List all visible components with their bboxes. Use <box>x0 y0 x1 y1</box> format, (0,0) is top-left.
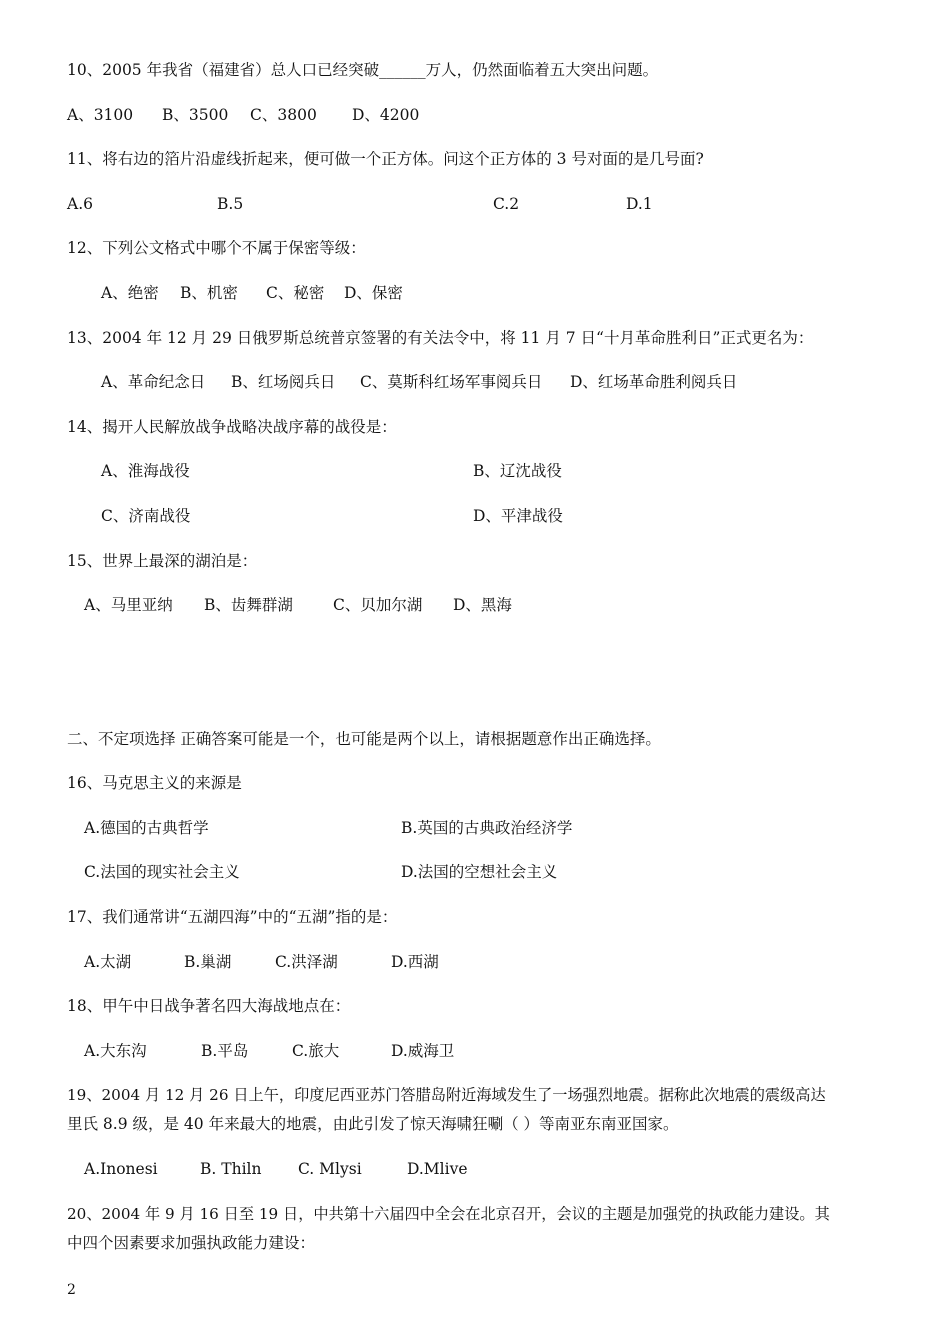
question-16-option-b: B.英国的古典政治经济学 <box>401 819 573 837</box>
question-12-option-c: C、秘密 <box>266 284 325 302</box>
question-20-stem-line-2: 中四个因素要求加强执政能力建设： <box>67 1234 316 1252</box>
question-14-option-c: C、济南战役 <box>101 507 191 525</box>
question-15-option-a: A、马里亚纳 <box>84 596 173 614</box>
question-13-stem: 13、2004 年 12 月 29 日俄罗斯总统普京签署的有关法令中，将 11 月 7 日“十月革命胜利日”正式更名为： <box>67 329 814 347</box>
question-11-stem: 11、将右边的箔片沿虚线折起来，便可做一个正方体。问这个正方体的 3 号对面的是几号面? <box>67 150 704 168</box>
question-18-option-c: C.旅大 <box>292 1042 340 1060</box>
question-11-option-d: D.1 <box>626 195 653 213</box>
question-10-option-b: B、3500 <box>162 106 229 124</box>
question-15-option-b: B、齿舞群湖 <box>204 596 293 614</box>
question-18-stem: 18、甲午中日战争著名四大海战地点在： <box>67 997 351 1015</box>
question-18-option-b: B.平岛 <box>201 1042 249 1060</box>
question-10-option-d: D、4200 <box>352 106 420 124</box>
question-18-option-d: D.威海卫 <box>391 1042 455 1060</box>
question-13-option-b: B、红场阅兵日 <box>231 373 336 391</box>
question-10-stem: 10、2005 年我省（福建省）总人口已经突破______万人，仍然面临着五大突出问题。 <box>67 61 659 79</box>
question-13-option-d: D、红场革命胜利阅兵日 <box>570 373 738 391</box>
question-19-stem-line-1: 19、2004 月 12 月 26 日上午，印度尼西亚苏门答腊岛附近海域发生了一场强烈地震。据称此次地震的震级高达 <box>67 1086 826 1104</box>
question-17-option-a: A.太湖 <box>84 953 132 971</box>
question-12-stem: 12、下列公文格式中哪个不属于保密等级： <box>67 239 366 257</box>
page-number: 2 <box>67 1282 76 1298</box>
question-19-option-a: A.Inonesi <box>84 1160 158 1178</box>
question-14-option-a: A、淮海战役 <box>101 462 190 480</box>
question-19-option-c: C. Mlysi <box>298 1160 362 1178</box>
question-11-option-c: C.2 <box>493 195 520 213</box>
question-11-option-b: B.5 <box>217 195 244 213</box>
question-12-option-d: D、保密 <box>344 284 403 302</box>
question-15-option-c: C、贝加尔湖 <box>333 596 423 614</box>
question-16-option-d: D.法国的空想社会主义 <box>401 863 558 881</box>
question-10-option-a: A、3100 <box>67 106 134 124</box>
section-2-heading: 二、不定项选择 正确答案可能是一个，也可能是两个以上，请根据题意作出正确选择。 <box>67 730 661 748</box>
question-19-option-d: D.Mlive <box>407 1160 468 1178</box>
question-19-stem-line-2: 里氏 8.9 级，是 40 年来最大的地震，由此引发了惊天海啸狂唰（ ）等南亚东南亚国家。 <box>67 1115 679 1133</box>
question-12-option-b: B、机密 <box>180 284 238 302</box>
question-17-option-d: D.西湖 <box>391 953 439 971</box>
question-15-stem: 15、世界上最深的湖泊是： <box>67 552 258 570</box>
question-10-option-c: C、3800 <box>250 106 317 124</box>
question-15-option-d: D、黑海 <box>453 596 512 614</box>
question-12-option-a: A、绝密 <box>101 284 159 302</box>
question-16-option-c: C.法国的现实社会主义 <box>84 863 240 881</box>
question-13-option-c: C、莫斯科红场军事阅兵日 <box>360 373 543 391</box>
question-16-stem: 16、马克思主义的来源是 <box>67 774 242 792</box>
question-19-option-b: B. Thiln <box>200 1160 262 1178</box>
question-20-stem-line-1: 20、2004 年 9 月 16 日至 19 日，中共第十六届四中全会在北京召开，会议的主题是加强党的执政能力建设。其 <box>67 1205 830 1223</box>
question-14-stem: 14、揭开人民解放战争战略决战序幕的战役是： <box>67 418 397 436</box>
question-13-option-a: A、革命纪念日 <box>101 373 206 391</box>
question-17-stem: 17、我们通常讲“五湖四海”中的“五湖”指的是： <box>67 908 398 926</box>
question-11-option-a: A.6 <box>67 195 93 213</box>
question-14-option-d: D、平津战役 <box>473 507 563 525</box>
question-16-option-a: A.德国的古典哲学 <box>84 819 209 837</box>
question-18-option-a: A.大东沟 <box>84 1042 147 1060</box>
question-14-option-b: B、辽沈战役 <box>473 462 562 480</box>
question-17-option-b: B.巢湖 <box>184 953 232 971</box>
question-17-option-c: C.洪泽湖 <box>275 953 338 971</box>
